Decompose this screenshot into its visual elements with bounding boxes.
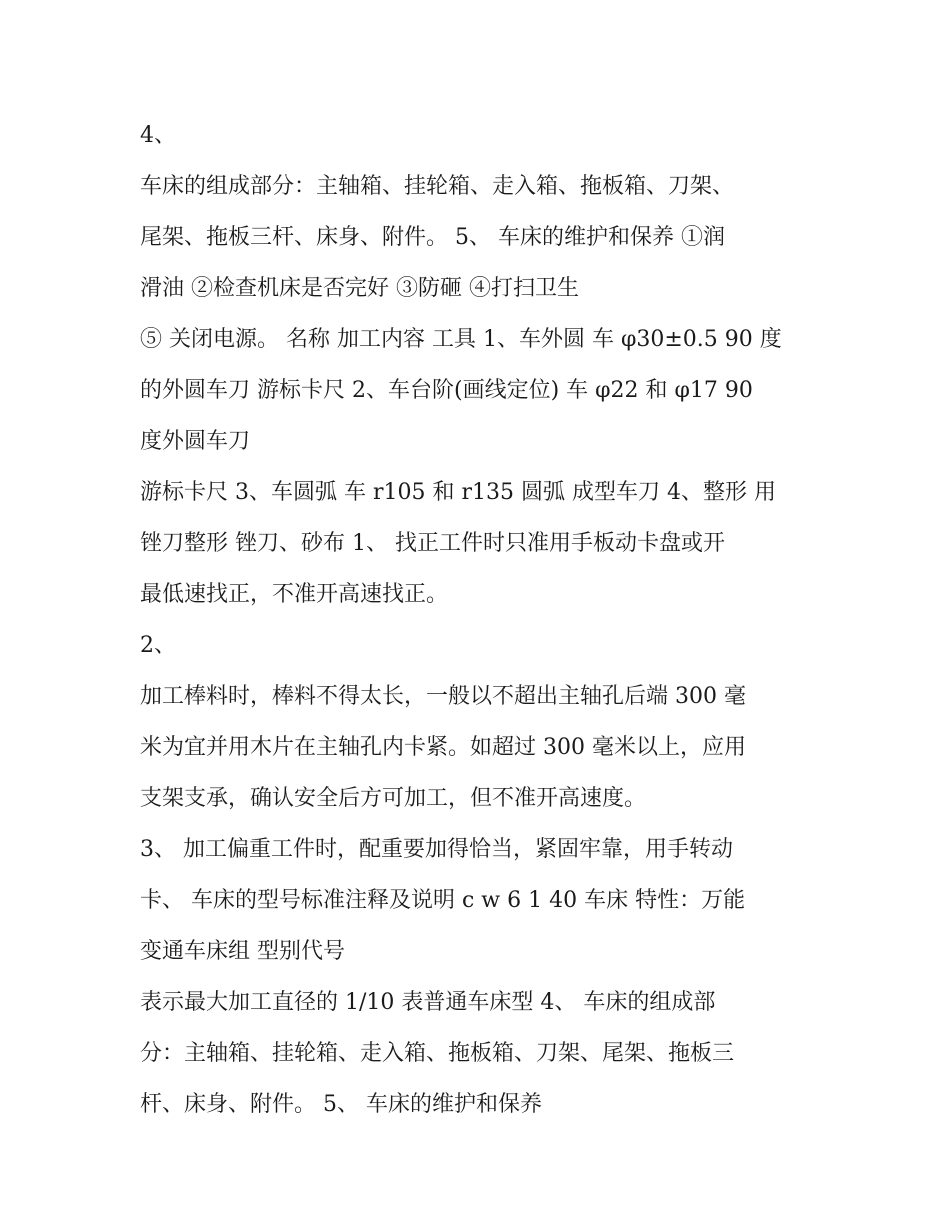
- text-line: 4、: [140, 123, 176, 148]
- text-line: 卡、 车床的型号标准注释及说明 c w 6 1 40 车床 特性：万能: [140, 888, 746, 913]
- text-line: 2、: [140, 633, 176, 658]
- text-line: 加工棒料时，棒料不得太长，一般以不超出主轴孔后端 300 毫: [140, 684, 746, 709]
- text-line: 滑油 ②检查机床是否完好 ③防砸 ④打扫卫生: [140, 276, 579, 301]
- text-line: 度外圆车刀: [140, 429, 251, 454]
- text-line: 锉刀整形 锉刀、砂布 1、 找正工件时只准用手板动卡盘或开: [140, 531, 725, 556]
- text-line: 最低速找正，不准开高速找正。: [140, 582, 449, 607]
- text-line: 变通车床组 型别代号: [140, 939, 345, 964]
- text-line: 分：主轴箱、挂轮箱、走入箱、拖板箱、刀架、尾架、拖板三: [140, 1041, 735, 1066]
- text-line: 车床的组成部分：主轴箱、挂轮箱、走入箱、拖板箱、刀架、: [140, 174, 735, 199]
- text-line: ⑤ 关闭电源。 名称 加工内容 工具 1、车外圆 车 φ30±0.5 90 度: [140, 327, 782, 352]
- text-line: 米为宜并用木片在主轴孔内卡紧。如超过 300 毫米以上，应用: [140, 735, 746, 760]
- text-line: 杆、床身、附件。 5、 车床的维护和保养: [140, 1092, 542, 1117]
- text-line: 游标卡尺 3、车圆弧 车 r105 和 r135 圆弧 成型车刀 4、整形 用: [140, 480, 776, 505]
- text-line: 的外圆车刀 游标卡尺 2、车台阶(画线定位) 车 φ22 和 φ17 90: [140, 378, 753, 403]
- document-body: [140, 110, 820, 1130]
- text-line: 表示最大加工直径的 1/10 表普通车床型 4、 车床的组成部: [140, 990, 716, 1015]
- text-line: 支架支承，确认安全后方可加工，但不准开高速度。: [140, 786, 647, 811]
- text-line: 3、 加工偏重工件时，配重要加得恰当，紧固牢靠，用手转动: [140, 837, 733, 862]
- text-line: 尾架、拖板三杆、床身、附件。 5、 车床的维护和保养 ①润: [140, 225, 725, 250]
